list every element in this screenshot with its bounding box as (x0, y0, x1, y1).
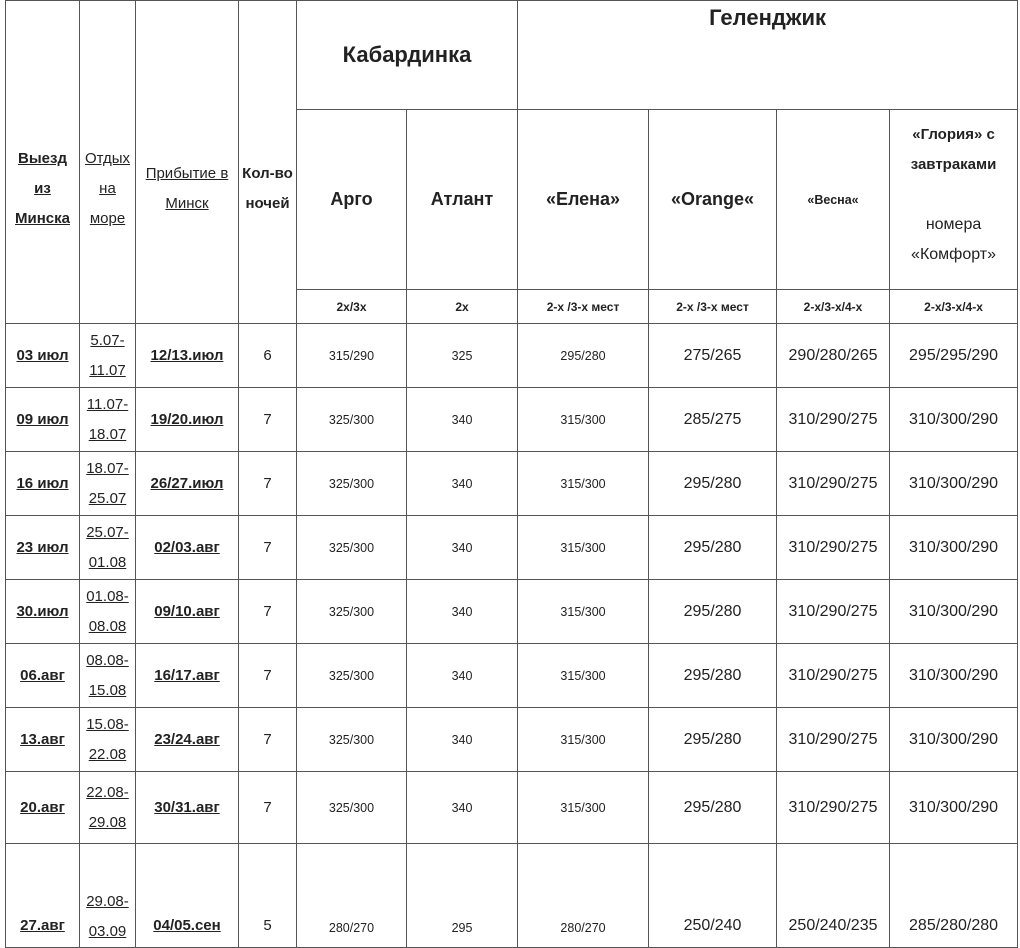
price-vesna: 310/290/275 (777, 452, 890, 516)
header-departure-line3[interactable]: Минска (15, 210, 70, 227)
price-elena: 315/300 (518, 708, 649, 772)
price-vesna: 310/290/275 (777, 708, 890, 772)
departure-date[interactable]: 16 июл (16, 474, 69, 492)
arrival-date[interactable]: 02/03.авг (154, 538, 220, 556)
nights: 7 (239, 772, 297, 844)
nights: 7 (239, 580, 297, 644)
price-orange: 295/280 (649, 580, 777, 644)
table-row (6, 644, 1018, 708)
header-rest-line3[interactable]: море (89, 210, 126, 227)
arrival-date[interactable]: 12/13.июл (150, 346, 224, 364)
rest-start[interactable]: 22.08- (86, 783, 129, 801)
room-type-argo: 2х/3х (297, 290, 407, 324)
room-type-orange: 2-х /3-х мест (649, 290, 777, 324)
price-table (5, 0, 1018, 948)
price-atlant: 340 (407, 644, 518, 708)
price-argo: 325/300 (297, 772, 407, 844)
price-gloria: 285/280/280 (890, 844, 1018, 948)
arrival-date[interactable]: 09/10.авг (154, 602, 220, 620)
table-row (6, 708, 1018, 772)
price-vesna: 310/290/275 (777, 516, 890, 580)
price-atlant: 325 (407, 324, 518, 388)
table-row (6, 844, 1018, 948)
price-elena: 315/300 (518, 580, 649, 644)
price-argo: 325/300 (297, 452, 407, 516)
header-rest-line2[interactable]: на (99, 180, 116, 197)
rest-end[interactable]: 29.08 (88, 813, 127, 831)
price-elena: 315/300 (518, 452, 649, 516)
arrival-date[interactable]: 23/24.авг (154, 730, 220, 748)
header-nights (239, 1, 297, 324)
hotel-argo: Арго (297, 110, 407, 290)
price-argo: 325/300 (297, 644, 407, 708)
header-departure-line2[interactable]: из (34, 180, 51, 197)
rest-start[interactable]: 08.08- (86, 651, 129, 669)
room-type-elena: 2-х /3-х мест (518, 290, 649, 324)
nights: 7 (239, 452, 297, 516)
rest-end[interactable]: 01.08 (88, 553, 127, 571)
price-gloria: 310/300/290 (890, 452, 1018, 516)
rest-start[interactable]: 25.07- (86, 523, 129, 541)
rest-start[interactable]: 29.08- (86, 893, 129, 910)
hotel-vesna: «Весна« (777, 110, 890, 290)
header-nights-line2: ночей (245, 195, 290, 212)
price-orange: 295/280 (649, 708, 777, 772)
rest-end[interactable]: 25.07 (88, 489, 127, 507)
price-argo: 325/300 (297, 708, 407, 772)
hotel-elena: «Елена» (518, 110, 649, 290)
header-nights-line1: Кол-во (242, 165, 293, 182)
price-atlant: 295 (407, 844, 518, 948)
rest-end[interactable]: 08.08 (88, 617, 127, 635)
hotel-gloria-line3: номера (925, 215, 982, 233)
price-gloria: 295/295/290 (890, 324, 1018, 388)
departure-date[interactable]: 23 июл (16, 538, 69, 556)
header-arrival-line2[interactable]: Минск (165, 195, 209, 212)
departure-date[interactable]: 03 июл (16, 346, 69, 364)
rest-start[interactable]: 18.07- (86, 459, 129, 477)
price-elena: 295/280 (518, 324, 649, 388)
arrival-date[interactable]: 04/05.сен (153, 917, 221, 934)
rest-start[interactable]: 15.08- (86, 715, 129, 733)
region-kabardinka: Кабардинка (297, 1, 518, 110)
departure-date[interactable]: 27.авг (20, 917, 65, 934)
price-orange: 295/280 (649, 772, 777, 844)
price-orange: 295/280 (649, 644, 777, 708)
table-row (6, 516, 1018, 580)
header-arrival (136, 1, 239, 324)
nights: 7 (239, 516, 297, 580)
rest-start[interactable]: 11.07- (86, 395, 129, 413)
nights: 5 (239, 844, 297, 948)
hotel-atlant: Атлант (407, 110, 518, 290)
price-argo: 325/300 (297, 388, 407, 452)
price-vesna: 310/290/275 (777, 772, 890, 844)
price-orange: 295/280 (649, 516, 777, 580)
hotel-gloria-line4: «Комфорт» (911, 245, 996, 263)
nights: 7 (239, 388, 297, 452)
nights: 7 (239, 708, 297, 772)
region-gelendzhik: Геленджик (518, 1, 1018, 110)
header-rest (80, 1, 136, 324)
price-elena: 315/300 (518, 516, 649, 580)
hotel-gloria (890, 110, 1018, 290)
price-gloria: 310/300/290 (890, 708, 1018, 772)
price-atlant: 340 (407, 516, 518, 580)
rest-start[interactable]: 01.08- (86, 587, 129, 605)
rest-end[interactable]: 15.08 (88, 681, 127, 699)
price-vesna: 310/290/275 (777, 580, 890, 644)
departure-date[interactable]: 20.авг (20, 798, 65, 816)
price-orange: 275/265 (649, 324, 777, 388)
arrival-date[interactable]: 16/17.авг (154, 666, 220, 684)
price-argo: 325/300 (297, 580, 407, 644)
hotel-gloria-line1: «Глория» с (912, 125, 995, 143)
arrival-date[interactable]: 19/20.июл (150, 410, 224, 428)
room-type-atlant: 2х (407, 290, 518, 324)
price-orange: 295/280 (649, 452, 777, 516)
price-elena: 280/270 (518, 844, 649, 948)
price-gloria: 310/300/290 (890, 580, 1018, 644)
price-argo: 325/300 (297, 516, 407, 580)
price-orange: 250/240 (649, 844, 777, 948)
arrival-date[interactable]: 26/27.июл (150, 474, 224, 492)
price-gloria: 310/300/290 (890, 772, 1018, 844)
price-argo: 280/270 (297, 844, 407, 948)
header-departure (6, 1, 80, 324)
table-row (6, 452, 1018, 516)
price-vesna: 310/290/275 (777, 388, 890, 452)
departure-date[interactable]: 06.авг (20, 666, 65, 684)
price-vesna: 290/280/265 (777, 324, 890, 388)
table-row (6, 388, 1018, 452)
header-departure-line1[interactable]: Выезд (18, 150, 67, 167)
price-vesna: 310/290/275 (777, 644, 890, 708)
table-row (6, 324, 1018, 388)
room-type-gloria: 2-х/3-х/4-х (890, 290, 1018, 324)
price-atlant: 340 (407, 452, 518, 516)
departure-date[interactable]: 30.июл (16, 602, 69, 620)
price-gloria: 310/300/290 (890, 388, 1018, 452)
room-type-vesna: 2-х/3-х/4-х (777, 290, 890, 324)
nights: 6 (239, 324, 297, 388)
price-atlant: 340 (407, 708, 518, 772)
price-orange: 285/275 (649, 388, 777, 452)
rest-end[interactable]: 03.09 (88, 923, 127, 940)
price-atlant: 340 (407, 772, 518, 844)
rest-end[interactable]: 11.07 (89, 361, 126, 379)
price-argo: 315/290 (297, 324, 407, 388)
price-elena: 315/300 (518, 772, 649, 844)
header-arrival-line1[interactable]: Прибытие в (145, 165, 229, 182)
rest-end[interactable]: 18.07 (88, 425, 127, 443)
price-vesna: 250/240/235 (777, 844, 890, 948)
price-elena: 315/300 (518, 388, 649, 452)
table-row (6, 580, 1018, 644)
departure-date[interactable]: 13.авг (20, 730, 65, 748)
table-row (6, 772, 1018, 844)
price-atlant: 340 (407, 580, 518, 644)
arrival-date[interactable]: 30/31.авг (154, 798, 220, 816)
departure-date[interactable]: 09 июл (16, 410, 69, 428)
price-gloria: 310/300/290 (890, 516, 1018, 580)
rest-end[interactable]: 22.08 (88, 745, 127, 763)
header-rest-line1[interactable]: Отдых (84, 150, 131, 167)
hotel-gloria-line2: завтраками (910, 155, 997, 173)
price-atlant: 340 (407, 388, 518, 452)
rest-start[interactable]: 5.07- (90, 331, 125, 349)
price-gloria: 310/300/290 (890, 644, 1018, 708)
nights: 7 (239, 644, 297, 708)
hotel-orange: «Orange« (649, 110, 777, 290)
price-elena: 315/300 (518, 644, 649, 708)
